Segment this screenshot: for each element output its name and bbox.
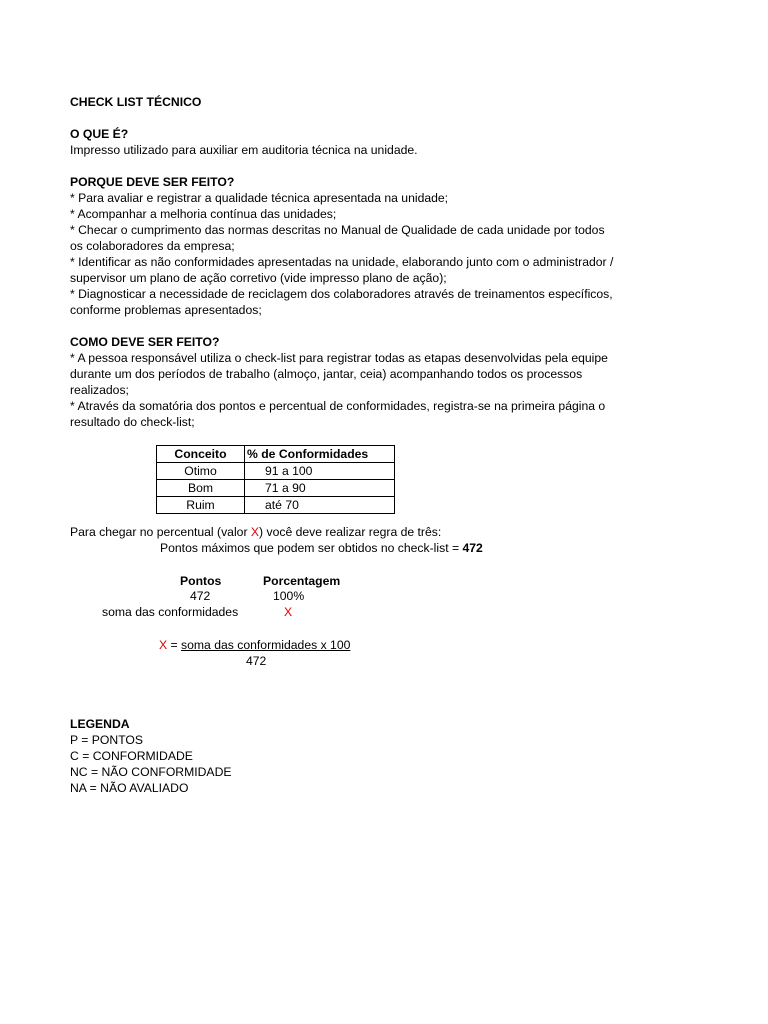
calculation-intro xyxy=(70,524,441,540)
intro-x-value: X xyxy=(250,525,260,539)
col-points-header: Pontos xyxy=(180,574,222,588)
intro-text-after: ) você deve realizar regra de três: xyxy=(259,525,442,539)
table-header-concept: Conceito xyxy=(157,446,245,463)
text-line: * Para avaliar e registrar a qualidade técnica apresentada na unidade; xyxy=(70,191,449,205)
table-cell: até 70 xyxy=(245,497,395,514)
table-cell: 91 a 100 xyxy=(245,463,395,480)
table-row xyxy=(157,463,395,480)
section-heading-what: O QUE É? xyxy=(70,127,129,141)
table-cell: 71 a 90 xyxy=(245,480,395,497)
row1-percent: 100% xyxy=(273,589,305,603)
max-points-label: Pontos máximos que podem ser obtidos no check-list = xyxy=(160,541,463,555)
section-why-text xyxy=(70,190,670,318)
text-line: Impresso utilizado para auxiliar em auditoria técnica na unidade. xyxy=(70,143,418,157)
text-line: * Acompanhar a melhoria contínua das unidades; xyxy=(70,207,337,221)
concept-table xyxy=(156,445,395,514)
legend-item: NC = NÃO CONFORMIDADE xyxy=(70,765,232,779)
formula-x: X xyxy=(159,638,168,652)
table-cell: Ruim xyxy=(157,497,245,514)
legend-heading: LEGENDA xyxy=(70,717,130,731)
table-row xyxy=(157,497,395,514)
row1-points: 472 xyxy=(190,589,211,603)
table-cell: Bom xyxy=(157,480,245,497)
formula-numerator: soma das conformidades x 100 xyxy=(181,638,351,652)
formula-equals: = xyxy=(167,638,182,652)
text-line: * A pessoa responsável utiliza o check-list para registrar todas as etapas desenvolvidas pela equipe xyxy=(70,351,608,365)
row2-label: soma das conformidades xyxy=(102,605,239,619)
section-heading-how: COMO DEVE SER FEITO? xyxy=(70,335,220,349)
formula-line xyxy=(159,637,350,653)
legend-item: P = PONTOS xyxy=(70,733,144,747)
document-body xyxy=(70,94,670,430)
legend-item: C = CONFORMIDADE xyxy=(70,749,193,763)
text-line: realizados; xyxy=(70,383,129,397)
section-heading-why: PORQUE DEVE SER FEITO? xyxy=(70,175,235,189)
table-row xyxy=(157,480,395,497)
legend-item: NA = NÃO AVALIADO xyxy=(70,781,189,795)
text-line: * Identificar as não conformidades apresentadas na unidade, elaborando junto com o administrador / xyxy=(70,255,614,269)
formula-denominator: 472 xyxy=(246,654,267,668)
text-line: * Através da somatória dos pontos e percentual de conformidades, registra-se na primeira página o xyxy=(70,399,606,413)
text-line: resultado do check-list; xyxy=(70,415,195,429)
max-points-line xyxy=(160,540,483,556)
table-header-row xyxy=(157,446,395,463)
section-how-text xyxy=(70,350,670,430)
max-points-value: 472 xyxy=(462,541,483,555)
text-line: os colaboradores da empresa; xyxy=(70,239,235,253)
table-header-conformity: % de Conformidades xyxy=(245,446,395,463)
text-line: conforme problemas apresentados; xyxy=(70,303,262,317)
text-line: * Checar o cumprimento das normas descritas no Manual de Qualidade de cada unidade por todos xyxy=(70,223,605,237)
text-line: durante um dos períodos de trabalho (almoço, jantar, ceia) acompanhando todos os processos xyxy=(70,367,583,381)
intro-text-before: Para chegar no percentual (valor xyxy=(70,525,251,539)
legend xyxy=(70,716,370,796)
row2-x-value: X xyxy=(284,605,293,619)
section-what-text xyxy=(70,142,670,158)
table-cell: Otimo xyxy=(157,463,245,480)
col-percent-header: Porcentagem xyxy=(263,574,341,588)
document-title: CHECK LIST TÉCNICO xyxy=(70,95,202,109)
text-line: * Diagnosticar a necessidade de reciclagem dos colaboradores através de treinamentos específicos, xyxy=(70,287,613,301)
text-line: supervisor um plano de ação corretivo (vide impresso plano de ação); xyxy=(70,271,447,285)
